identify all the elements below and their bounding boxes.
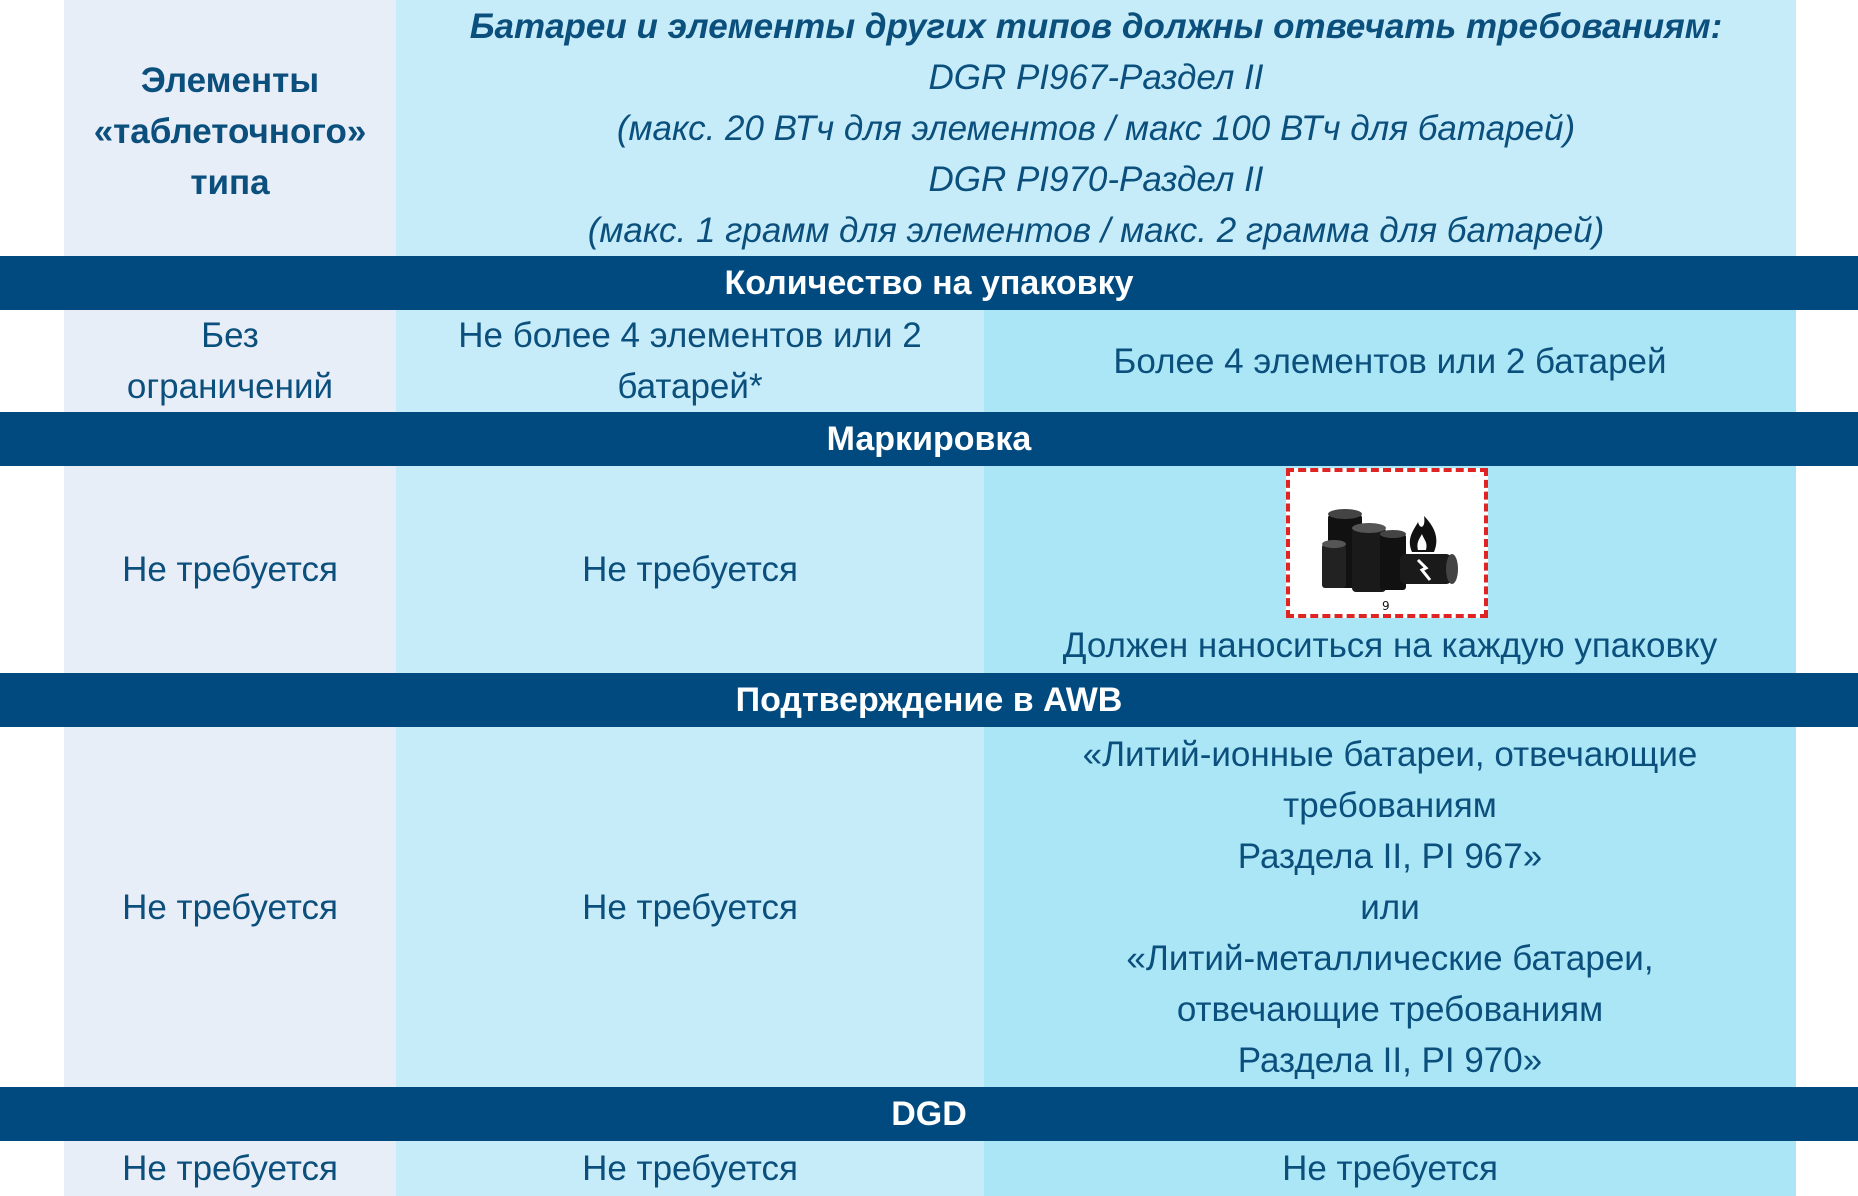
requirements-line-5: (макс. 1 грамм для элементов / макс. 2 грамма для батарей) xyxy=(587,210,1605,250)
awb-col3-line-4: или xyxy=(1360,887,1420,927)
requirements-line-2: DGR PI967-Раздел II xyxy=(928,57,1264,97)
header-button-cell-type xyxy=(64,0,396,256)
quantity-col1-line-2: ограничений xyxy=(126,367,334,406)
svg-text:9: 9 xyxy=(1382,599,1390,613)
marking-col2 xyxy=(396,466,984,673)
quantity-col1-line-1: Без xyxy=(201,316,259,355)
section-dgd-title: DGD xyxy=(0,1087,1858,1141)
awb-col1-text: Не требуется xyxy=(122,887,338,927)
lithium-battery-hazard-label-icon xyxy=(1286,468,1488,618)
dgd-col1-text: Не требуется xyxy=(122,1149,338,1188)
awb-col2-text: Не требуется xyxy=(582,887,798,927)
awb-col3-line-6: отвечающие требованиям xyxy=(1176,989,1604,1029)
quantity-col3 xyxy=(984,310,1796,412)
header-requirements xyxy=(396,0,1796,256)
marking-col3-text: Должен наноситься на каждую упаковку xyxy=(1062,626,1718,665)
awb-col3-line-2: требованиям xyxy=(1283,785,1497,825)
battery-fire-icon xyxy=(1290,472,1484,614)
requirements-line-4: DGR PI970-Раздел II xyxy=(928,159,1264,199)
marking-col2-text: Не требуется xyxy=(582,550,798,589)
header-left-line-1: Элементы xyxy=(140,60,320,100)
quantity-col1 xyxy=(64,310,396,412)
marking-col1-text: Не требуется xyxy=(122,550,338,589)
header-left-line-2: «таблеточного» xyxy=(93,111,367,151)
section-marking-title: Маркировка xyxy=(0,412,1858,466)
quantity-col2-line-1: Не более 4 элементов или 2 xyxy=(458,316,922,355)
header-left-line-3: типа xyxy=(190,162,270,202)
awb-col3-line-3: Раздела II, PI 967» xyxy=(1237,836,1543,876)
dgd-col3-text: Не требуется xyxy=(1282,1149,1498,1188)
quantity-col3-text: Более 4 элементов или 2 батарей xyxy=(1113,341,1667,381)
requirements-line-3: (макс. 20 ВТч для элементов / макс 100 ВТч для батарей) xyxy=(616,108,1576,148)
awb-col3-line-7: Раздела II, PI 970» xyxy=(1237,1040,1543,1080)
quantity-col2-line-2: батарей* xyxy=(617,367,763,406)
awb-col3 xyxy=(984,727,1796,1087)
awb-col3-line-1: «Литий-ионные батареи, отвечающие xyxy=(1082,734,1698,774)
section-awb-title: Подтверждение в AWB xyxy=(0,673,1858,727)
requirements-line-1: Батареи и элементы других типов должны отвечать требованиям: xyxy=(469,6,1723,46)
dgd-col2-text: Не требуется xyxy=(582,1149,798,1188)
dgd-col3 xyxy=(984,1141,1796,1196)
marking-col1 xyxy=(64,466,396,673)
awb-col2 xyxy=(396,727,984,1087)
awb-col1 xyxy=(64,727,396,1087)
dgd-col2 xyxy=(396,1141,984,1196)
quantity-col2 xyxy=(396,310,984,412)
section-quantity-title: Количество на упаковку xyxy=(0,256,1858,310)
awb-col3-line-5: «Литий-металлические батареи, xyxy=(1126,938,1654,978)
dgd-col1 xyxy=(64,1141,396,1196)
